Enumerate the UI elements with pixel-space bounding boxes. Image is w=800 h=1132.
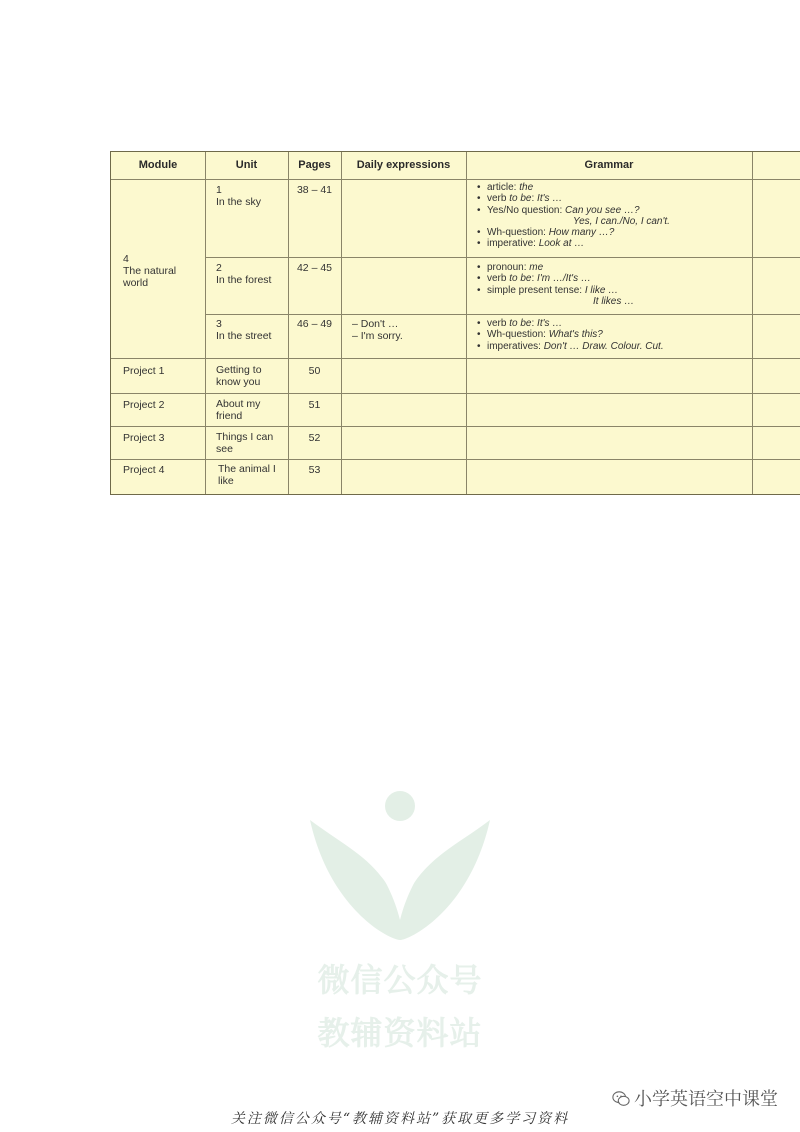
header-grammar: Grammar: [584, 159, 634, 171]
syllabus-table: [110, 151, 800, 495]
grammar-item: • verb to be: I'm …/It's …: [477, 273, 634, 284]
unit-number: 1: [216, 184, 222, 196]
pages-cell: 42 – 45: [296, 262, 333, 274]
watermark-line-1: 微信公众号: [317, 961, 483, 999]
column-divider: [341, 152, 342, 494]
grammar-item: • imperatives: Don't … Draw. Colour. Cut.: [477, 341, 664, 352]
watermark-head: [385, 791, 415, 821]
daily-expression: – I'm sorry.: [352, 330, 403, 342]
column-divider: [752, 152, 753, 494]
grammar-item: • pronoun: me: [477, 262, 634, 273]
unit-name: In the forest: [216, 274, 272, 286]
project-unit: Things I can see: [216, 431, 274, 455]
grammar-item: • verb to be: It's …: [477, 318, 664, 329]
unit-cell: [216, 262, 271, 286]
header-module: Module: [138, 159, 178, 171]
grammar-cell: [477, 182, 670, 250]
daily-expression: – Don't …: [352, 318, 399, 330]
grammar-item: • Wh-question: What's this?: [477, 329, 664, 340]
project-name: Project 1: [123, 365, 165, 377]
project-name: Project 4: [123, 464, 165, 476]
pages-cell: 51: [308, 399, 321, 411]
row-divider: [111, 459, 800, 460]
project-unit: About my friend: [216, 398, 261, 422]
pages-cell: 46 – 49: [296, 318, 333, 330]
pages-cell: 52: [308, 432, 321, 444]
unit-number: 2: [216, 262, 222, 274]
unit-name: In the sky: [216, 196, 261, 208]
grammar-item: • Wh-question: How many …?: [477, 227, 670, 238]
expressions-cell: [352, 318, 403, 342]
header-pages: Pages: [298, 159, 331, 171]
unit-number: 3: [216, 318, 222, 330]
watermark-leaf: [310, 820, 490, 940]
watermark-line-2: 教辅资料站: [317, 1014, 483, 1052]
grammar-item: • article: the: [477, 182, 670, 193]
row-divider: [205, 314, 800, 315]
grammar-item: • verb to be: It's …: [477, 193, 670, 204]
module-number: 4: [123, 253, 129, 265]
module-name: The natural: [123, 265, 177, 277]
grammar-cell: [477, 318, 664, 352]
project-name: Project 2: [123, 399, 165, 411]
grammar-item: • Yes/No question: Can you see …?: [477, 205, 670, 216]
project-unit: The animal I like: [218, 463, 276, 487]
unit-cell: [216, 318, 271, 342]
unit-name: In the street: [216, 330, 272, 342]
grammar-item-continuation: It likes …: [593, 295, 635, 307]
project-name: Project 3: [123, 432, 165, 444]
wechat-icon: [612, 1090, 630, 1108]
grammar-item: • imperative: Look at …: [477, 238, 670, 249]
grammar-item: • simple present tense: I like …: [477, 285, 634, 296]
wechat-label-text: 小学英语空中课堂: [634, 1089, 778, 1110]
row-divider: [111, 393, 800, 394]
unit-cell: [216, 184, 261, 208]
grammar-item-continuation: Yes, I can./No, I can't.: [573, 215, 670, 227]
pages-cell: 38 – 41: [296, 184, 333, 196]
project-unit: Getting to know you: [216, 364, 262, 388]
column-divider: [466, 152, 467, 494]
row-divider: [111, 179, 800, 180]
row-divider: [111, 426, 800, 427]
pages-cell: 53: [308, 464, 321, 476]
row-divider: [205, 257, 800, 258]
column-divider: [205, 152, 206, 494]
pages-cell: 50: [308, 365, 321, 377]
grammar-cell: [477, 262, 634, 307]
row-divider: [111, 358, 800, 359]
module-cell: [123, 253, 176, 289]
module-name: world: [123, 277, 149, 289]
watermark-logo: [300, 790, 500, 950]
footer-note: 关注微信公众号“教辅资料站”获取更多学习资料: [230, 1111, 570, 1127]
header-daily-expressions: Daily expressions: [356, 159, 451, 171]
header-unit: Unit: [235, 159, 258, 171]
